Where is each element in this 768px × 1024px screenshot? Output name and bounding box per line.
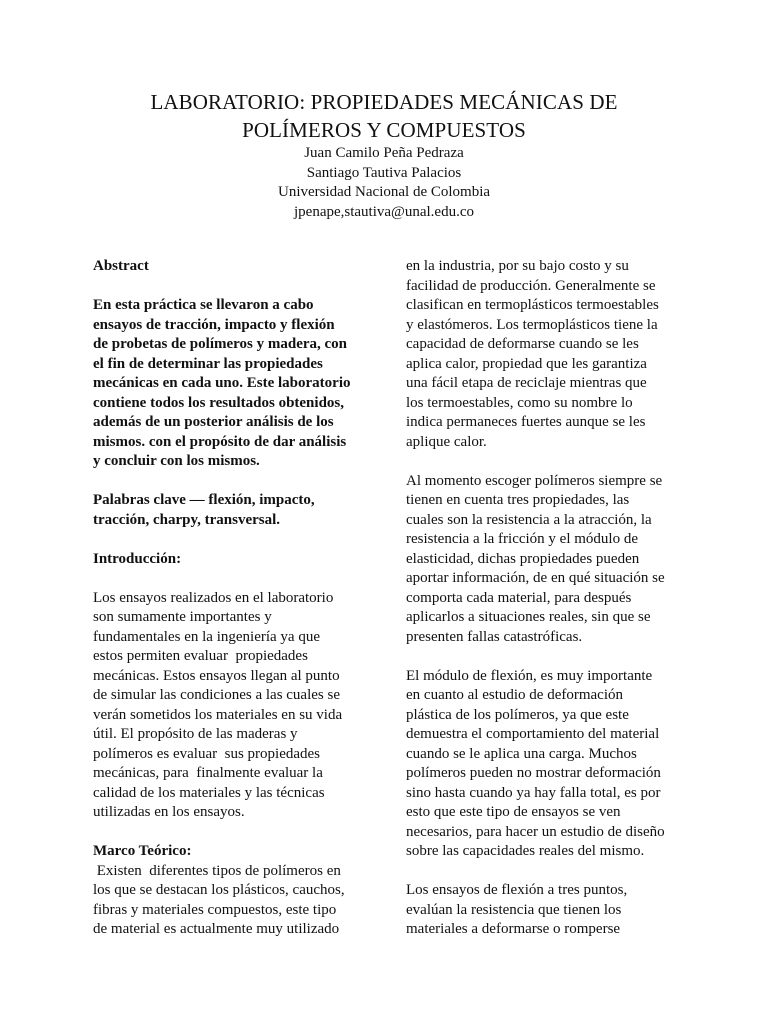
- keywords: Palabras clave — flexión, impacto, tracción, charpy, transversal.: [93, 492, 315, 528]
- affiliation: Universidad Nacional de Colombia: [277, 184, 491, 200]
- marco-teorico-text: Existen diferentes tipos de polímeros en los que se destacan los plásticos, cauchos, fibras y materiales compuestos, este tipo de material es actualmente muy utilizado: [93, 862, 345, 937]
- paragraph-flexion-modulus: El módulo de flexión, es muy importante en cuanto al estudio de deformación plástica de los polímeros, ya que este demuestra el comportamiento del material cuando se le aplica una carga. Muchos polímeros pueden no mostrar deformación sino hasta cuando ya hay falla total, es por esto que este tipo de ensayos se ven necesarios, para hacer un estudio de diseño sobre las capacidades reales del mismo.: [406, 667, 665, 859]
- left-column: [93, 257, 363, 940]
- right-column: [406, 257, 686, 940]
- paper-title-line-1: LABORATORIO: PROPIEDADES MECÁNICAS DE: [150, 90, 618, 114]
- marco-teorico-heading: Marco Teórico:: [93, 843, 192, 859]
- abstract-heading: Abstract: [93, 258, 149, 274]
- abstract-text: En esta práctica se llevaron a cabo ensayos de tracción, impacto y flexión de probetas de polímeros y madera, con el fin de determinar las propiedades mecánicas en cada uno. Este laboratorio contiene todos los resultados obtenidos, además de un posterior análisis de los mismos. con el propósito de dar análisis y concluir con los mismos.: [93, 297, 351, 469]
- introduction-text: Los ensayos realizados en el laboratorio son sumamente importantes y fundamentales en la ingeniería ya que estos permiten evaluar propiedades mecánicas. Estos ensayos llegan al punto de simular las condiciones a las cuales se verán sometidos los materiales en su vida útil. El propósito de las maderas y polímeros es evaluar sus propiedades mecánicas, para finalmente evaluar la calidad de los materiales y las técnicas utilizadas en los ensayos.: [93, 589, 343, 820]
- paragraph-classification: en la industria, por su bajo costo y su facilidad de producción. Generalmente se clasifican en termoplásticos termoestables y elastómeros. Los termoplásticos tiene la capacidad de deformarse cuando se les aplica calor, propiedad que les garantiza una fácil etapa de reciclaje mientras que los termoestables, como su nombre lo indica permaneces fuertes aunque se les aplique calor.: [406, 258, 659, 450]
- author-1: Juan Camilo Peña Pedraza: [304, 145, 464, 161]
- introduction-heading: Introducción:: [93, 550, 182, 567]
- email: jpenape,stautiva@unal.edu.co: [294, 203, 474, 220]
- author-2: Santiago Tautiva Palacios: [306, 164, 462, 181]
- paragraph-properties: Al momento escoger polímeros siempre se tienen en cuenta tres propiedades, las cuales son la resistencia a la atracción, la resistencia a la fricción y el módulo de elasticidad, dichas propiedades pueden aportar información, de en qué situación se comporta cada material, para después aplicarlos a situaciones reales, sin que se presenten fallas catastróficas.: [406, 472, 665, 645]
- paragraph-three-point: Los ensayos de flexión a tres puntos, evalúan la resistencia que tienen los materiales a deformarse o romperse: [406, 882, 628, 937]
- paper-header: [0, 88, 768, 222]
- paper-title-line-2: POLÍMEROS Y COMPUESTOS: [242, 118, 526, 142]
